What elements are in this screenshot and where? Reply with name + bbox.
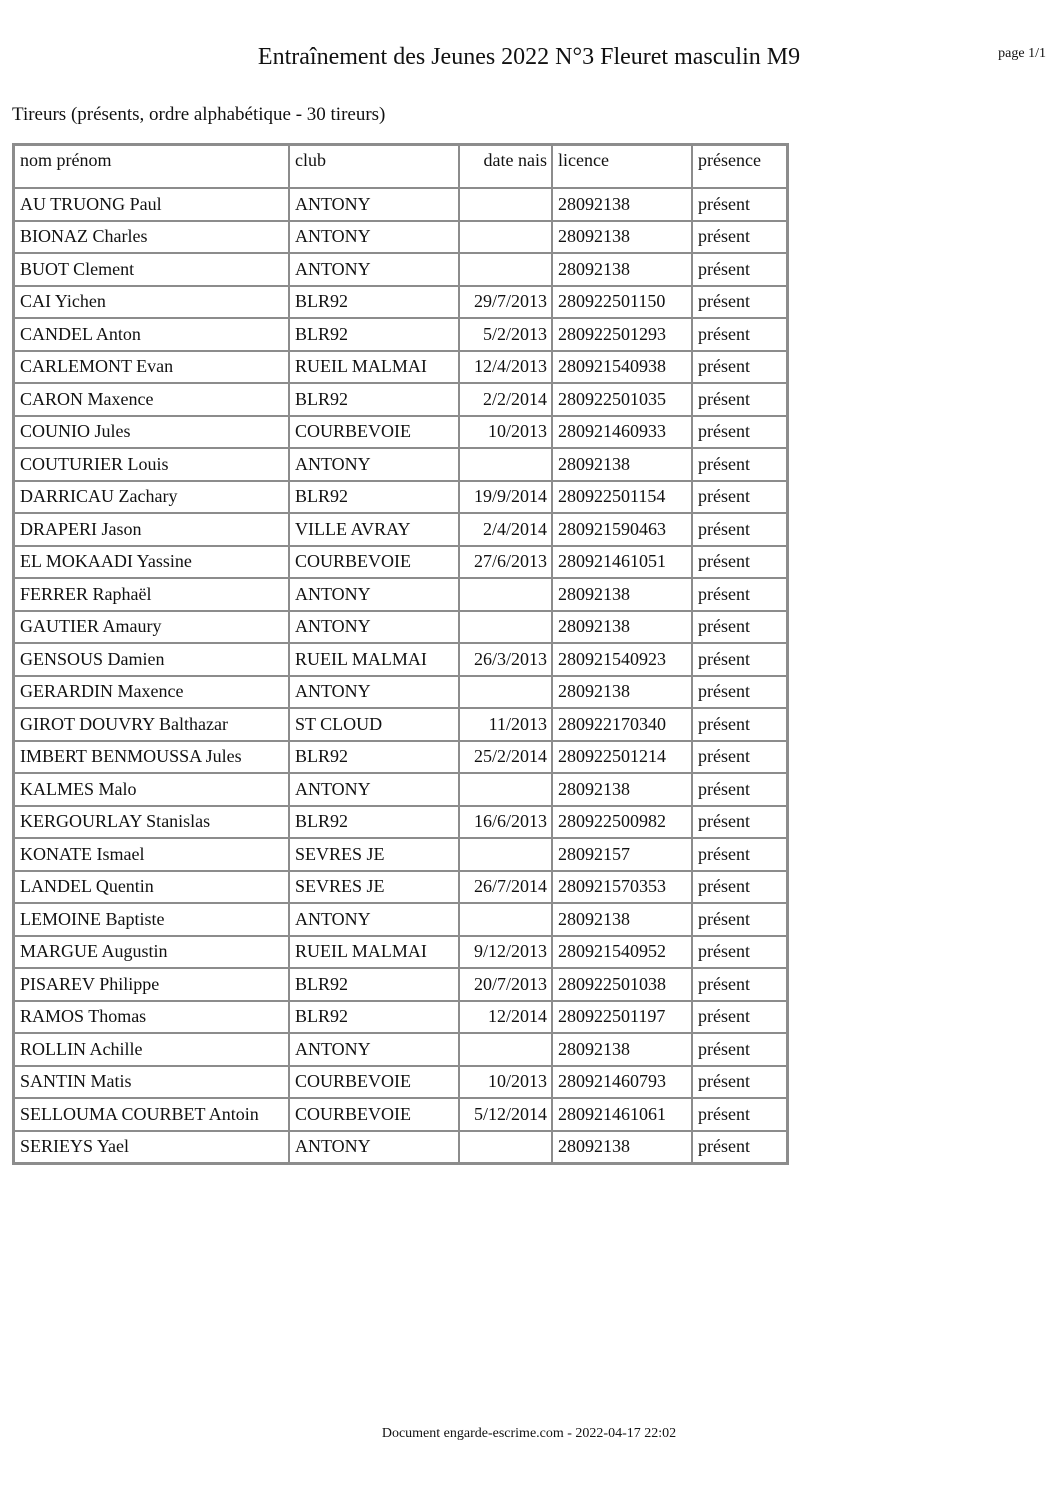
cell-licence: 280922501150	[552, 286, 692, 319]
table-row	[14, 871, 788, 904]
cell-licence: 280921460933	[552, 416, 692, 449]
table-row	[14, 188, 788, 221]
cell-birthdate	[459, 253, 552, 286]
cell-club: BLR92	[289, 741, 459, 774]
cell-presence: présent	[692, 383, 788, 416]
cell-club: RUEIL MALMAI	[289, 351, 459, 384]
cell-club: COURBEVOIE	[289, 1098, 459, 1131]
cell-licence: 280922501293	[552, 318, 692, 351]
cell-name: LEMOINE Baptiste	[14, 903, 290, 936]
cell-licence: 28092138	[552, 221, 692, 254]
cell-licence: 280922501038	[552, 968, 692, 1001]
cell-presence: présent	[692, 1066, 788, 1099]
cell-licence: 28092138	[552, 448, 692, 481]
cell-club: RUEIL MALMAI	[289, 643, 459, 676]
cell-licence: 28092138	[552, 773, 692, 806]
column-header-name: nom prénom	[14, 145, 290, 189]
cell-name: COUTURIER Louis	[14, 448, 290, 481]
table-row	[14, 903, 788, 936]
cell-club: ANTONY	[289, 676, 459, 709]
cell-licence: 280921570353	[552, 871, 692, 904]
cell-name: MARGUE Augustin	[14, 936, 290, 969]
cell-name: CARLEMONT Evan	[14, 351, 290, 384]
cell-birthdate	[459, 773, 552, 806]
cell-licence: 280921540938	[552, 351, 692, 384]
cell-presence: présent	[692, 806, 788, 839]
cell-presence: présent	[692, 936, 788, 969]
cell-presence: présent	[692, 286, 788, 319]
cell-licence: 28092138	[552, 188, 692, 221]
cell-name: SANTIN Matis	[14, 1066, 290, 1099]
cell-licence: 28092138	[552, 253, 692, 286]
cell-club: VILLE AVRAY	[289, 513, 459, 546]
document-title: Entraînement des Jeunes 2022 N°3 Fleuret masculin M9	[257, 44, 801, 70]
cell-name: GIROT DOUVRY Balthazar	[14, 708, 290, 741]
cell-name: BUOT Clement	[14, 253, 290, 286]
cell-presence: présent	[692, 1001, 788, 1034]
section-subtitle: Tireurs (présents, ordre alphabétique - 30 tireurs)	[12, 104, 386, 125]
table-row	[14, 643, 788, 676]
cell-presence: présent	[692, 481, 788, 514]
table-row	[14, 1098, 788, 1131]
cell-birthdate: 10/2013	[459, 1066, 552, 1099]
cell-birthdate: 2/4/2014	[459, 513, 552, 546]
cell-birthdate	[459, 188, 552, 221]
cell-presence: présent	[692, 1131, 788, 1164]
cell-name: IMBERT BENMOUSSA Jules	[14, 741, 290, 774]
cell-name: SERIEYS Yael	[14, 1131, 290, 1164]
cell-presence: présent	[692, 643, 788, 676]
table-row	[14, 611, 788, 644]
table-row	[14, 578, 788, 611]
cell-licence: 28092138	[552, 903, 692, 936]
cell-presence: présent	[692, 1033, 788, 1066]
page-number: page 1/1	[998, 46, 1046, 61]
cell-birthdate: 19/9/2014	[459, 481, 552, 514]
cell-club: ANTONY	[289, 1131, 459, 1164]
cell-presence: présent	[692, 838, 788, 871]
table-header-row	[14, 145, 788, 189]
table-row	[14, 968, 788, 1001]
cell-licence: 280922501154	[552, 481, 692, 514]
cell-licence: 28092157	[552, 838, 692, 871]
cell-club: ANTONY	[289, 188, 459, 221]
cell-licence: 280921461061	[552, 1098, 692, 1131]
cell-name: KERGOURLAY Stanislas	[14, 806, 290, 839]
column-header-licence: licence	[552, 145, 692, 189]
cell-club: BLR92	[289, 806, 459, 839]
cell-club: BLR92	[289, 481, 459, 514]
table-row	[14, 221, 788, 254]
cell-birthdate: 27/6/2013	[459, 546, 552, 579]
cell-club: BLR92	[289, 286, 459, 319]
table-row	[14, 676, 788, 709]
column-header-club: club	[289, 145, 459, 189]
cell-presence: présent	[692, 611, 788, 644]
table-row	[14, 708, 788, 741]
cell-birthdate: 9/12/2013	[459, 936, 552, 969]
cell-birthdate: 5/2/2013	[459, 318, 552, 351]
cell-club: ANTONY	[289, 578, 459, 611]
cell-club: ANTONY	[289, 611, 459, 644]
cell-licence: 28092138	[552, 1033, 692, 1066]
cell-club: ANTONY	[289, 253, 459, 286]
table-row	[14, 416, 788, 449]
cell-name: BIONAZ Charles	[14, 221, 290, 254]
cell-birthdate	[459, 611, 552, 644]
cell-birthdate	[459, 676, 552, 709]
cell-name: KONATE Ismael	[14, 838, 290, 871]
cell-name: GAUTIER Amaury	[14, 611, 290, 644]
cell-name: GERARDIN Maxence	[14, 676, 290, 709]
cell-licence: 28092138	[552, 676, 692, 709]
table-row	[14, 448, 788, 481]
cell-licence: 280922170340	[552, 708, 692, 741]
cell-name: GENSOUS Damien	[14, 643, 290, 676]
cell-name: AU TRUONG Paul	[14, 188, 290, 221]
table-row	[14, 1033, 788, 1066]
cell-presence: présent	[692, 221, 788, 254]
cell-birthdate	[459, 903, 552, 936]
cell-birthdate: 12/4/2013	[459, 351, 552, 384]
cell-licence: 28092138	[552, 1131, 692, 1164]
cell-presence: présent	[692, 513, 788, 546]
cell-licence: 280922500982	[552, 806, 692, 839]
cell-club: BLR92	[289, 383, 459, 416]
cell-name: DARRICAU Zachary	[14, 481, 290, 514]
cell-birthdate: 29/7/2013	[459, 286, 552, 319]
cell-birthdate: 5/12/2014	[459, 1098, 552, 1131]
cell-birthdate: 26/3/2013	[459, 643, 552, 676]
column-header-birthdate: date nais	[459, 145, 552, 189]
cell-birthdate	[459, 838, 552, 871]
cell-name: EL MOKAADI Yassine	[14, 546, 290, 579]
cell-name: RAMOS Thomas	[14, 1001, 290, 1034]
cell-licence: 28092138	[552, 611, 692, 644]
cell-licence: 280922501035	[552, 383, 692, 416]
table-row	[14, 351, 788, 384]
cell-presence: présent	[692, 448, 788, 481]
table-row	[14, 936, 788, 969]
cell-presence: présent	[692, 578, 788, 611]
table-row	[14, 481, 788, 514]
cell-licence: 280921540952	[552, 936, 692, 969]
cell-licence: 280922501197	[552, 1001, 692, 1034]
cell-club: BLR92	[289, 968, 459, 1001]
cell-presence: présent	[692, 708, 788, 741]
table-row	[14, 1066, 788, 1099]
cell-licence: 280921540923	[552, 643, 692, 676]
cell-presence: présent	[692, 318, 788, 351]
cell-birthdate	[459, 578, 552, 611]
cell-name: COUNIO Jules	[14, 416, 290, 449]
table-row	[14, 383, 788, 416]
cell-name: CANDEL Anton	[14, 318, 290, 351]
cell-birthdate	[459, 1033, 552, 1066]
cell-name: ROLLIN Achille	[14, 1033, 290, 1066]
cell-birthdate	[459, 1131, 552, 1164]
cell-birthdate: 10/2013	[459, 416, 552, 449]
cell-presence: présent	[692, 741, 788, 774]
table-row	[14, 838, 788, 871]
cell-licence: 280922501214	[552, 741, 692, 774]
cell-name: SELLOUMA COURBET Antoin	[14, 1098, 290, 1131]
table-row	[14, 286, 788, 319]
cell-licence: 280921461051	[552, 546, 692, 579]
cell-name: FERRER Raphaël	[14, 578, 290, 611]
cell-club: BLR92	[289, 318, 459, 351]
cell-name: CAI Yichen	[14, 286, 290, 319]
fencers-table	[12, 143, 789, 1165]
cell-birthdate: 2/2/2014	[459, 383, 552, 416]
cell-club: SEVRES JE	[289, 838, 459, 871]
cell-licence: 28092138	[552, 578, 692, 611]
cell-birthdate	[459, 221, 552, 254]
cell-name: KALMES Malo	[14, 773, 290, 806]
table-row	[14, 546, 788, 579]
cell-birthdate	[459, 448, 552, 481]
table-row	[14, 1131, 788, 1164]
cell-name: CARON Maxence	[14, 383, 290, 416]
cell-presence: présent	[692, 188, 788, 221]
cell-club: ST CLOUD	[289, 708, 459, 741]
cell-birthdate: 12/2014	[459, 1001, 552, 1034]
cell-club: ANTONY	[289, 773, 459, 806]
cell-name: PISAREV Philippe	[14, 968, 290, 1001]
cell-birthdate: 26/7/2014	[459, 871, 552, 904]
cell-presence: présent	[692, 253, 788, 286]
column-header-presence: présence	[692, 145, 788, 189]
cell-club: ANTONY	[289, 1033, 459, 1066]
cell-club: RUEIL MALMAI	[289, 936, 459, 969]
cell-club: BLR92	[289, 1001, 459, 1034]
cell-birthdate: 25/2/2014	[459, 741, 552, 774]
table-row	[14, 773, 788, 806]
cell-club: COURBEVOIE	[289, 546, 459, 579]
table-row	[14, 806, 788, 839]
cell-presence: présent	[692, 1098, 788, 1131]
cell-club: SEVRES JE	[289, 871, 459, 904]
cell-name: DRAPERI Jason	[14, 513, 290, 546]
cell-name: LANDEL Quentin	[14, 871, 290, 904]
table-row	[14, 1001, 788, 1034]
table-row	[14, 318, 788, 351]
cell-birthdate: 11/2013	[459, 708, 552, 741]
cell-presence: présent	[692, 871, 788, 904]
cell-presence: présent	[692, 903, 788, 936]
cell-presence: présent	[692, 546, 788, 579]
cell-club: ANTONY	[289, 903, 459, 936]
cell-club: ANTONY	[289, 448, 459, 481]
cell-club: ANTONY	[289, 221, 459, 254]
cell-licence: 280921590463	[552, 513, 692, 546]
cell-licence: 280921460793	[552, 1066, 692, 1099]
cell-birthdate: 16/6/2013	[459, 806, 552, 839]
table-row	[14, 741, 788, 774]
table-row	[14, 513, 788, 546]
cell-presence: présent	[692, 416, 788, 449]
cell-presence: présent	[692, 676, 788, 709]
cell-presence: présent	[692, 351, 788, 384]
table-row	[14, 253, 788, 286]
cell-club: COURBEVOIE	[289, 1066, 459, 1099]
footer: Document engarde-escrime.com - 2022-04-17 22:02	[381, 1426, 677, 1441]
cell-club: COURBEVOIE	[289, 416, 459, 449]
cell-birthdate: 20/7/2013	[459, 968, 552, 1001]
cell-presence: présent	[692, 968, 788, 1001]
cell-presence: présent	[692, 773, 788, 806]
